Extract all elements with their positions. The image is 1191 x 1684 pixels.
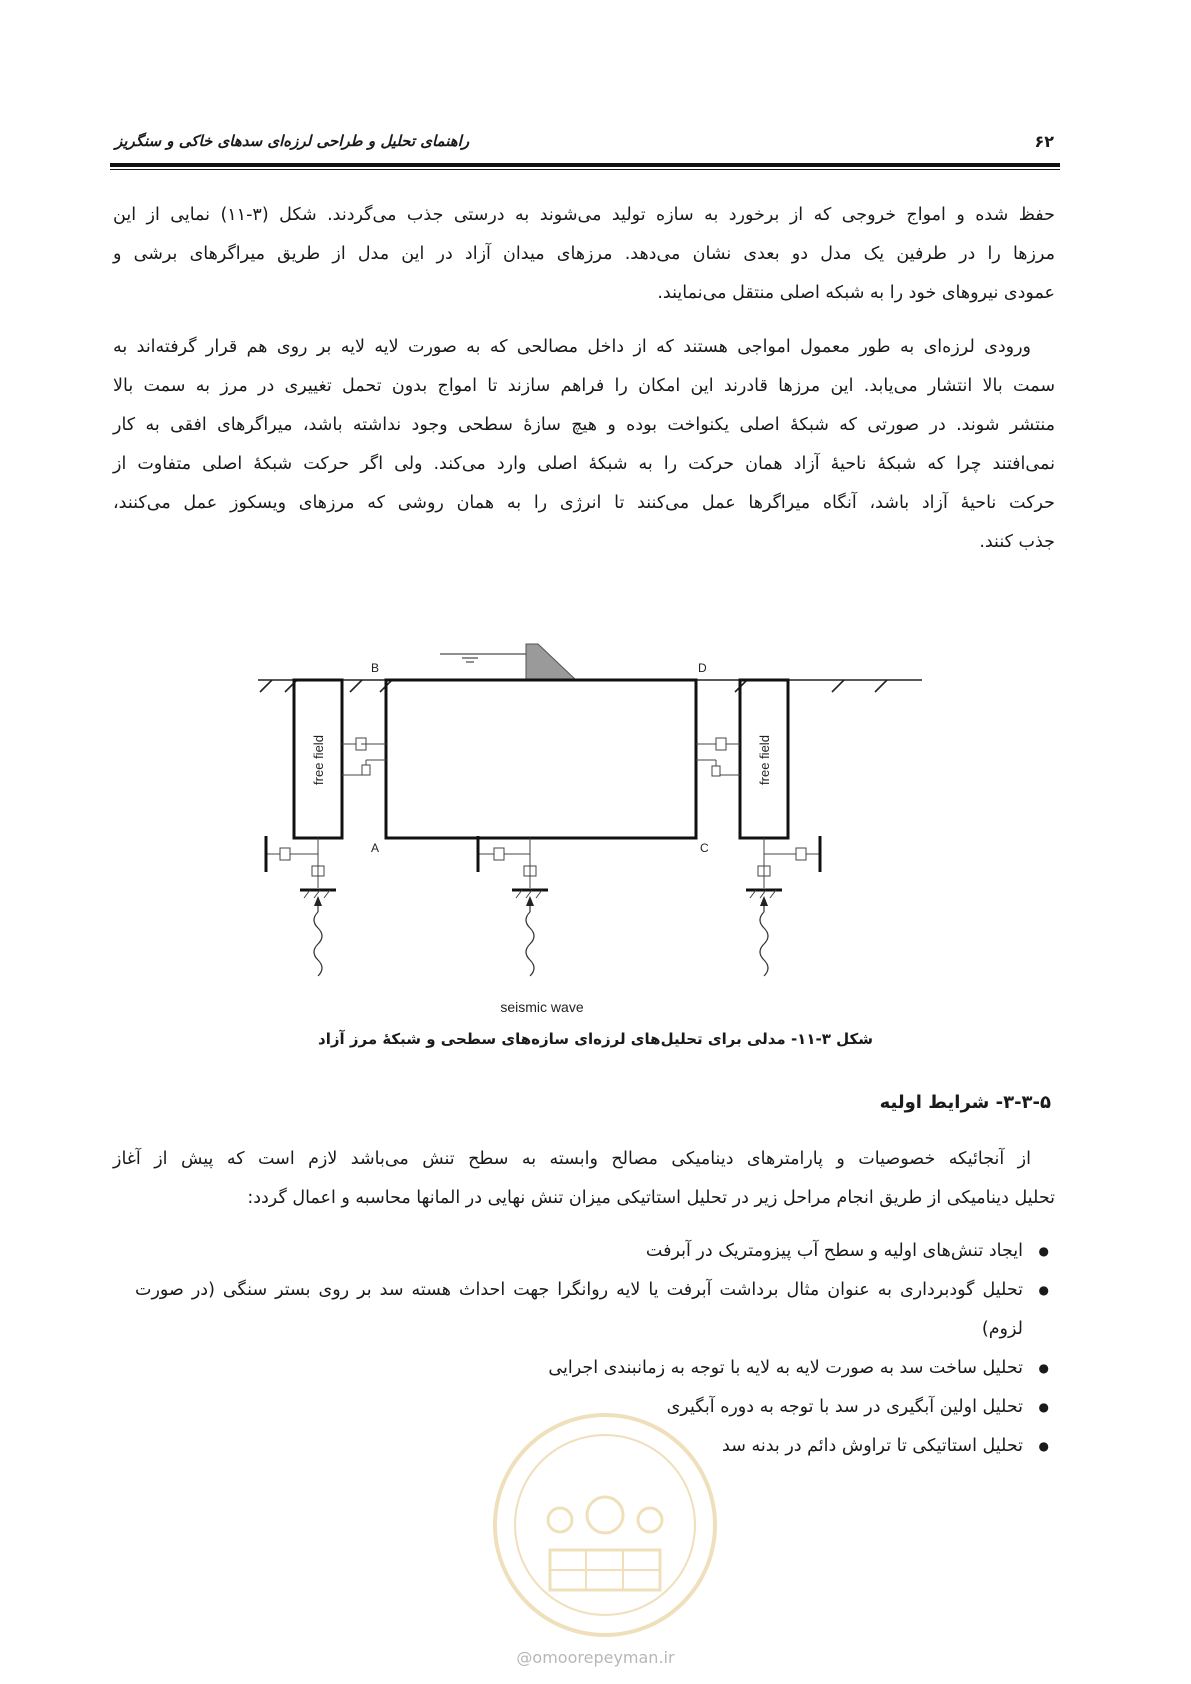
paragraph-line: عمودی نیروهای خود را به شبکه اصلی منتقل می‌نمایند.: [657, 283, 1055, 303]
watermark-url: @omoorepeyman.ir: [516, 1648, 675, 1667]
running-title: راهنمای تحلیل و طراحی لرزه‌ای سدهای خاکی و سنگریز: [115, 132, 470, 150]
paragraph-3: [113, 1140, 1055, 1218]
paragraph-line: سمت بالا انتشار می‌یابد. این مرزها قادرند این امکان را فراهم سازند تا امواج بدون تحمل تغییری در مرز به سمت بالا: [113, 376, 1055, 396]
dam-shape: [526, 644, 576, 680]
paragraph-line: منتشر شوند. در صورتی که شبکهٔ اصلی یکنواخت بوده و هیچ سازهٔ سطحی وجود نداشته باشد، میراگرهای افقی به کار: [113, 415, 1055, 435]
label-c: C: [700, 841, 709, 855]
list-item: ● تحلیل اولین آبگیری در سد با توجه به دوره آبگیری: [135, 1388, 1055, 1427]
paragraph-line: جذب کنند.: [979, 532, 1055, 552]
paragraph-2: [113, 328, 1055, 562]
label-d: D: [698, 661, 707, 675]
section-heading: ۳-۳-۵- شرایط اولیه: [879, 1092, 1051, 1113]
paragraph-1: [113, 196, 1055, 313]
label-a: A: [371, 841, 380, 855]
watermark-seal-icon: [480, 1400, 730, 1650]
header-rule-thick: [110, 163, 1060, 167]
paragraph-line: از آنجائیکه خصوصیات و پارامترهای دینامیکی مصالح وابسته به سطح تنش می‌باشد لازم است که پیش از آغاز: [113, 1149, 1031, 1169]
label-b: B: [371, 661, 380, 675]
list-item: ● تحلیل ساخت سد به صورت لایه به لایه با توجه به زمانبندی اجرایی: [135, 1349, 1055, 1388]
label-seismic-wave: seismic wave: [500, 999, 584, 1015]
label-free-field-left: free field: [311, 735, 326, 785]
page-header: [110, 130, 1060, 170]
paragraph-line: تحلیل دینامیکی از طریق انجام مراحل زیر در تحلیل استاتیکی میزان تنش نهایی در المانها محاسبه و اعمال گردد:: [247, 1188, 1055, 1208]
list-item: ● تحلیل استاتیکی تا تراوش دائم در بدنه سد: [135, 1427, 1055, 1466]
list-item: ● ایجاد تنش‌های اولیه و سطح آب پیزومتریک در آبرفت: [135, 1232, 1055, 1271]
header-rule-thin: [110, 169, 1060, 170]
paragraph-line: حرکت ناحیهٔ آزاد باشد، آنگاه میراگرها عمل می‌کنند تا انرژی را به همان روشی که مرزهای ویسکوز عمل می‌کنند،: [113, 493, 1055, 513]
paragraph-line: حفظ شده و امواج خروجی که از برخورد به سازه تولید می‌شوند به درستی جذب می‌گردند. شکل (۳-۱۱) نمایی از این: [113, 205, 1055, 225]
figure-caption: شکل ۳-۱۱- مدلی برای تحلیل‌های لرزه‌ای سازه‌های سطحی و شبکهٔ مرز آزاد: [318, 1030, 873, 1048]
page-number: ۶۲: [1034, 132, 1054, 151]
paragraph-line: ورودی لرزه‌ای به طور معمول امواجی هستند که از داخل مصالحی که به صورت لایه لایه بر روی هم قرار گرفته‌اند به: [113, 337, 1031, 357]
seismic-input-arrows: [314, 902, 768, 976]
paragraph-line: مرزها را در طرفین یک مدل دو بعدی نشان می‌دهد. مرزهای میدان آزاد در این مدل از طریق میراگرهای برشی و: [113, 244, 1055, 264]
paragraph-line: نمی‌افتند چرا که شبکهٔ ناحیهٔ آزاد همان حرکت را به شبکهٔ اصلی وارد می‌کند. ولی اگر حرکت شبکهٔ اصلی متفاوت از: [113, 454, 1055, 474]
free-field-model-figure: [250, 640, 930, 1040]
main-grid: [386, 680, 696, 838]
label-free-field-right: free field: [757, 735, 772, 785]
list-item: ● تحلیل گودبرداری به عنوان مثال برداشت آبرفت یا لایه روانگرا جهت احداث هسته سد بر روی بستر سنگی (در صورت لزوم): [135, 1271, 1055, 1349]
